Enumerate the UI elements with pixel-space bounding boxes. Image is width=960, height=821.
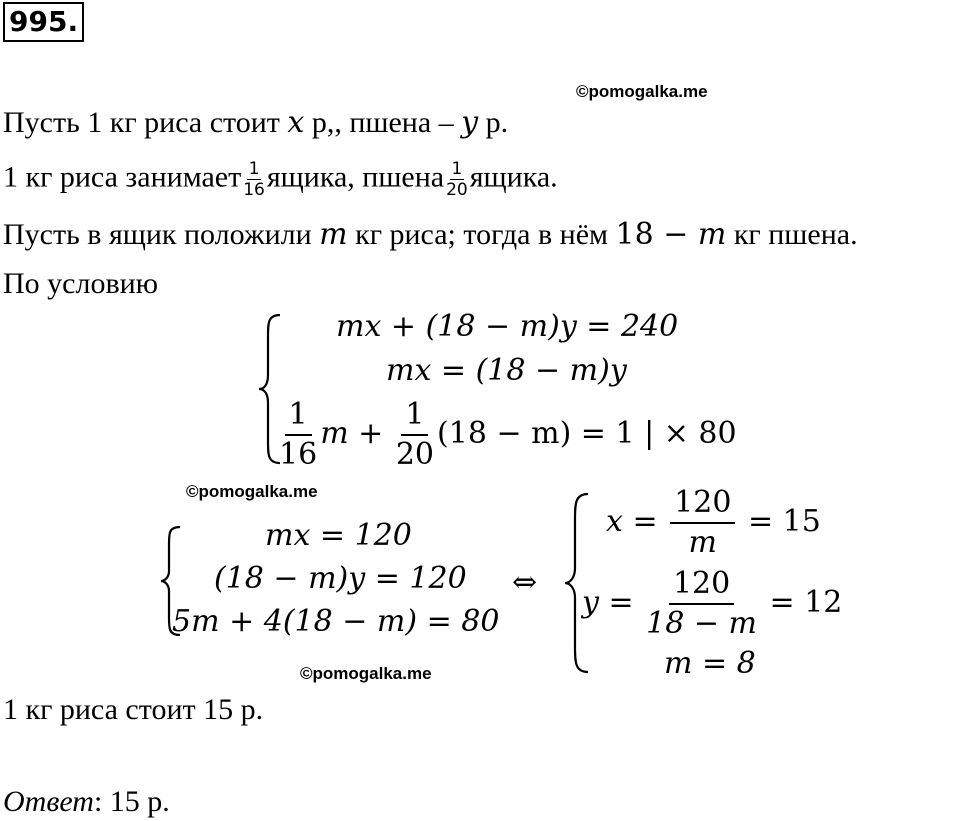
expression: 18 − (615, 217, 698, 252)
intro-line-3 (3, 218, 858, 252)
equivalence-icon: ⇔ (512, 565, 538, 600)
problem-number: 995. (3, 2, 84, 42)
system3-equation-3: m = 8 (664, 646, 756, 681)
fraction-1-20 (446, 159, 468, 200)
fraction-120-m (670, 484, 735, 562)
equation-term: = 12 (760, 585, 843, 620)
variable-m: m (697, 217, 727, 252)
equation-term: y = (582, 585, 644, 620)
system2-equation-1: mx = 120 (265, 518, 412, 553)
system2-equation-2: (18 − m)y = 120 (214, 561, 467, 596)
variable-y: y (461, 105, 479, 140)
fraction-denominator: 20 (446, 180, 468, 200)
equation-term: (18 − m) = 1 | × 80 (437, 416, 737, 451)
intro-text: Пусть в ящик положили (3, 218, 312, 251)
system3-equation-2 (582, 565, 842, 643)
answer-value: : 15 р. (93, 785, 170, 818)
fraction-1-20 (396, 396, 434, 474)
equation-term: x = (606, 504, 668, 539)
intro-line-2 (3, 159, 558, 200)
intro-line-1 (3, 106, 508, 140)
watermark: ©pomogalka.me (300, 664, 432, 683)
fraction-numerator: 1 (248, 159, 260, 179)
variable-m: m (319, 217, 348, 252)
system3-equation-1 (606, 484, 821, 562)
fraction-denominator: 20 (395, 437, 435, 472)
intro-text: ящика, пшена (266, 160, 445, 194)
fraction-denominator: m (688, 525, 717, 560)
equation-term: m + (320, 416, 393, 451)
fraction-120-18-m (646, 565, 757, 643)
variable-x: x (287, 105, 305, 140)
fraction-numerator: 1 (451, 159, 463, 179)
system1-equation-3 (276, 396, 737, 474)
fraction-numerator: 120 (669, 565, 734, 605)
conclusion: 1 кг риса стоит 15 р. (3, 693, 264, 726)
intro-text: Пусть 1 кг риса стоит (3, 106, 280, 139)
intro-text: 1 кг риса занимает (3, 160, 242, 194)
fraction-denominator: 16 (243, 180, 265, 200)
answer-label: Ответ (3, 785, 94, 818)
intro-line-4: По условию (3, 267, 159, 300)
system1-equation-2: mx = (18 − m)y (386, 353, 627, 388)
fraction-denominator: 16 (279, 437, 318, 472)
fraction-numerator: 120 (670, 484, 735, 524)
intro-text: кг пшена. (733, 218, 858, 251)
fraction-numerator: 1 (401, 396, 428, 436)
intro-text: р. (485, 106, 509, 139)
fraction-numerator: 1 (285, 396, 312, 436)
system2-equation-3: 5m + 4(18 − m) = 80 (172, 604, 500, 639)
intro-text: р,, пшена – (311, 106, 454, 139)
intro-text: кг риса; тогда в нём (355, 218, 609, 251)
fraction-1-16 (243, 159, 265, 200)
answer-line (3, 785, 170, 819)
fraction-1-16 (279, 396, 317, 474)
fraction-denominator: 18 − m (646, 606, 758, 641)
equation-term: = 15 (738, 504, 821, 539)
watermark: ©pomogalka.me (576, 82, 708, 101)
watermark: ©pomogalka.me (186, 482, 318, 501)
intro-text: ящика. (469, 160, 558, 194)
system1-equation-1: mx + (18 − m)y = 240 (336, 309, 679, 344)
